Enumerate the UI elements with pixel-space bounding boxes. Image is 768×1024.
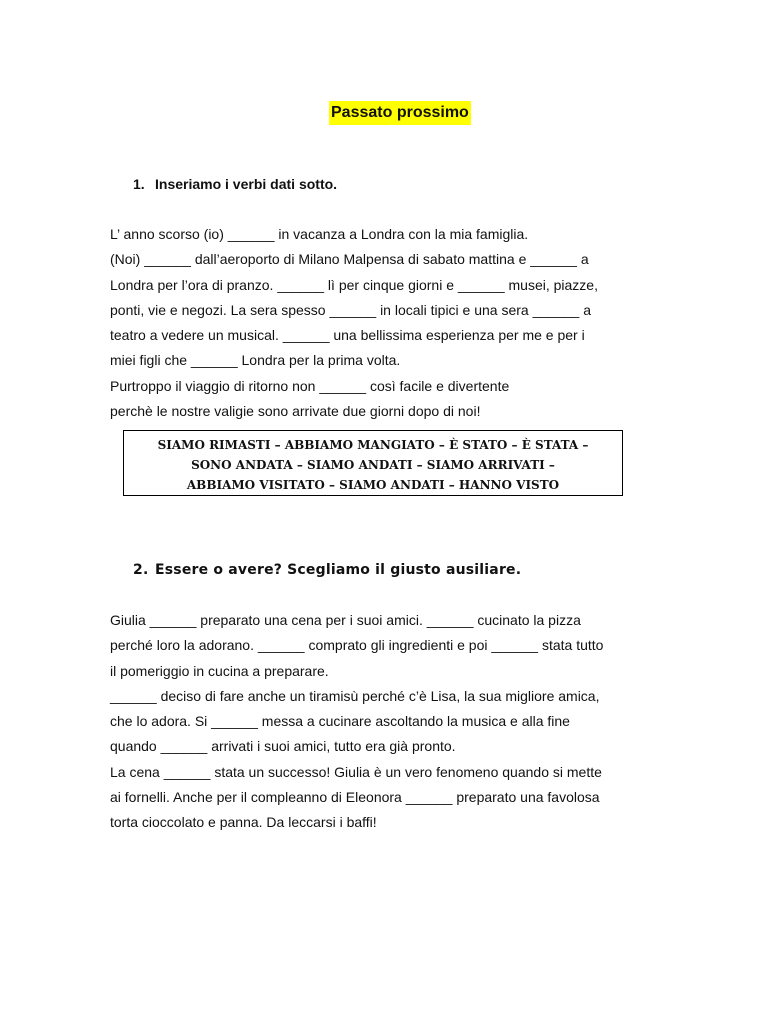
verb-word-box [123, 430, 623, 496]
paragraph-line: La cena ______ stata un successo! Giulia è un vero fenomeno quando si mette [110, 763, 602, 780]
word-box-line: ABBIAMO VISITATO – SIAMO ANDATI – HANNO VISTO [186, 478, 560, 492]
paragraph-line: (Noi) ______ dall’aeroporto di Milano Malpensa di sabato mattina e ______ a [110, 251, 589, 268]
paragraph-line: ponti, vie e negozi. La sera spesso ______ in locali tipici e una sera ______ a [110, 301, 591, 318]
paragraph-line: Londra per l’ora di pranzo. ______ lì per cinque giorni e ______ musei, piazze, [110, 276, 598, 293]
paragraph-line: che lo adora. Si ______ messa a cucinare ascoltando la musica e alla fine [110, 713, 570, 730]
paragraph-line: miei figli che ______ Londra per la prima volta. [110, 352, 401, 369]
exercise-1-heading-text: Inseriamo i verbi dati sotto. [155, 176, 338, 192]
exercise-2-heading [133, 562, 521, 578]
word-box-line: SONO ANDATA – SIAMO ANDATI – SIAMO ARRIVATI – [191, 458, 555, 472]
paragraph-line: ai fornelli. Anche per il compleanno di Eleonora ______ preparato una favolosa [110, 789, 600, 806]
exercise-1-number: 1. [133, 176, 145, 192]
word-box-line: SIAMO RIMASTI – ABBIAMO MANGIATO – È STATO – È STATA – [157, 438, 589, 452]
paragraph-line: teatro a vedere un musical. ______ una bellissima esperienza per me e per i [110, 327, 585, 344]
exercise-2-heading-text: Essere o avere? Scegliamo il giusto ausiliare. [155, 562, 522, 578]
paragraph-line: perché loro la adorano. ______ comprato gli ingredienti e poi ______ stata tutto [110, 637, 604, 654]
exercise-2-paragraph [110, 608, 603, 836]
paragraph-line: quando ______ arrivati i suoi amici, tutto era già pronto. [110, 738, 456, 755]
page-title: Passato prossimo [329, 101, 471, 125]
paragraph-line: perchè le nostre valigie sono arrivate due giorni dopo di noi! [110, 403, 481, 420]
exercise-1-heading [133, 176, 337, 192]
paragraph-line: torta cioccolato e panna. Da leccarsi i baffi! [110, 814, 377, 831]
paragraph-line: Giulia ______ preparato una cena per i suoi amici. ______ cucinato la pizza [110, 612, 581, 628]
paragraph-line: L’ anno scorso (io) ______ in vacanza a Londra con la mia famiglia. [110, 226, 529, 242]
paragraph-line: il pomeriggio in cucina a preparare. [110, 662, 329, 679]
exercise-1-paragraph [110, 222, 598, 424]
paragraph-line: ______ deciso di fare anche un tiramisù perché c’è Lisa, la sua migliore amica, [110, 687, 600, 704]
paragraph-line: Purtroppo il viaggio di ritorno non ______ così facile e divertente [110, 377, 510, 394]
exercise-2-number: 2. [133, 562, 149, 578]
